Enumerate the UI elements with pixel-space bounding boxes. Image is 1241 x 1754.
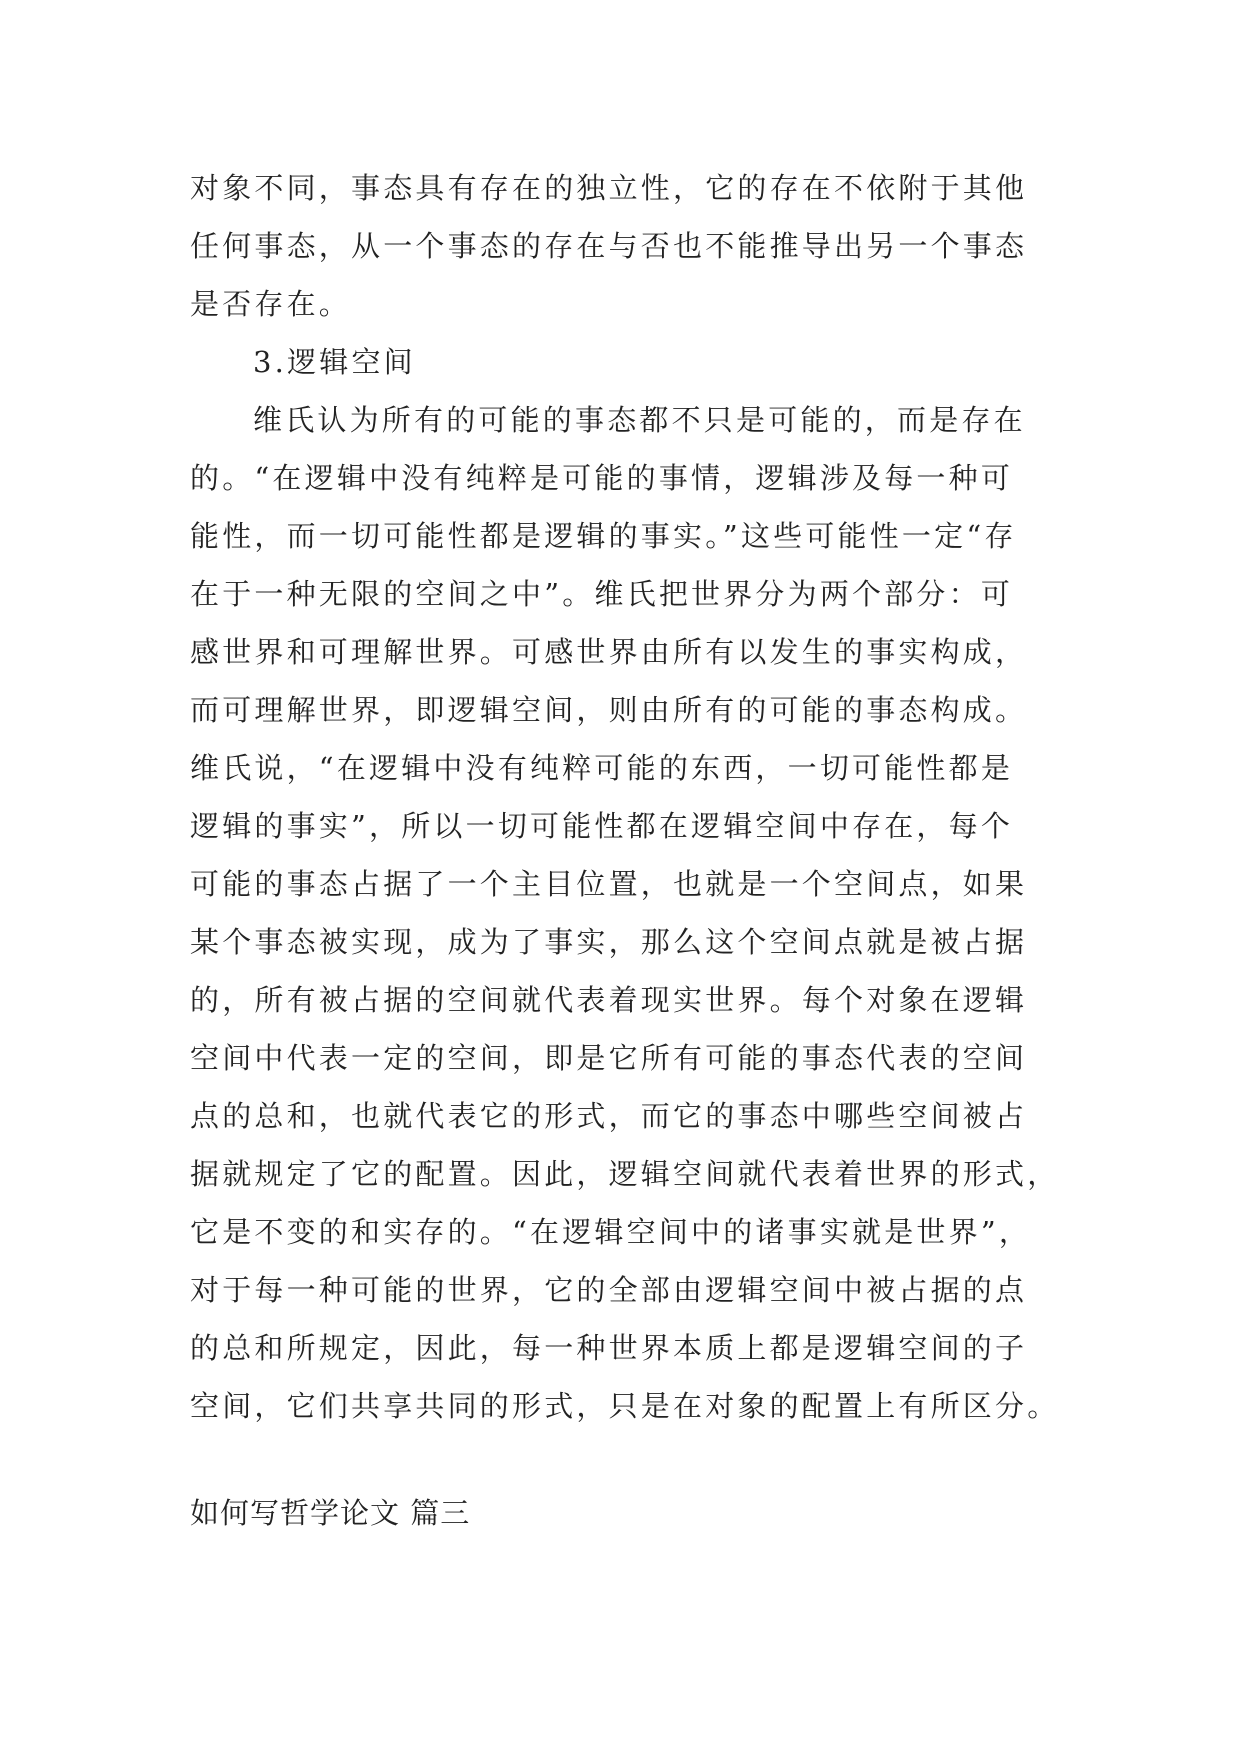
section-title: 3.逻辑空间 bbox=[253, 345, 416, 379]
body-text-line: 而可理解世界，即逻辑空间，则由所有的可能的事态构成。 bbox=[190, 693, 1028, 727]
chapter-heading: 如何写哲学论文 篇三 bbox=[190, 1496, 471, 1530]
body-text-line: 任何事态，从一个事态的存在与否也不能推导出另一个事态 bbox=[190, 229, 1028, 263]
body-text-line: 它是不变的和实存的。“在逻辑空间中的诸事实就是世界”， bbox=[190, 1215, 1032, 1249]
body-text-line: 的。“在逻辑中没有纯粹是可能的事情，逻辑涉及每一种可 bbox=[190, 461, 1014, 495]
body-text-line: 某个事态被实现，成为了事实，那么这个空间点就是被占据 bbox=[190, 925, 1028, 959]
body-text-line: 对于每一种可能的世界，它的全部由逻辑空间中被占据的点 bbox=[190, 1273, 1028, 1307]
body-text-line: 维氏认为所有的可能的事态都不只是可能的，而是存在 bbox=[253, 403, 1026, 437]
body-text-line: 的总和所规定，因此，每一种世界本质上都是逻辑空间的子 bbox=[190, 1331, 1028, 1365]
body-text-line: 据就规定了它的配置。因此，逻辑空间就代表着世界的形式， bbox=[190, 1157, 1060, 1191]
body-text-line: 能性，而一切可能性都是逻辑的事实。”这些可能性一定“存 bbox=[190, 519, 1017, 553]
body-text-line: 空间，它们共享共同的形式，只是在对象的配置上有所区分。 bbox=[190, 1389, 1060, 1423]
body-text-line: 是否存在。 bbox=[190, 287, 352, 321]
body-text-line: 空间中代表一定的空间，即是它所有可能的事态代表的空间 bbox=[190, 1041, 1028, 1075]
body-text-line: 的，所有被占据的空间就代表着现实世界。每个对象在逻辑 bbox=[190, 983, 1028, 1017]
body-text-line: 可能的事态占据了一个主目位置，也就是一个空间点，如果 bbox=[190, 867, 1028, 901]
body-text-line: 在于一种无限的空间之中”。维氏把世界分为两个部分：可 bbox=[190, 577, 1014, 611]
body-text-line: 逻辑的事实”，所以一切可能性都在逻辑空间中存在，每个 bbox=[190, 809, 1014, 843]
body-text-line: 维氏说，“在逻辑中没有纯粹可能的东西，一切可能性都是 bbox=[190, 751, 1014, 785]
body-text-line: 点的总和，也就代表它的形式，而它的事态中哪些空间被占 bbox=[190, 1099, 1028, 1133]
body-text-line: 对象不同，事态具有存在的独立性，它的存在不依附于其他 bbox=[190, 171, 1028, 205]
body-text-line: 感世界和可理解世界。可感世界由所有以发生的事实构成， bbox=[190, 635, 1028, 669]
